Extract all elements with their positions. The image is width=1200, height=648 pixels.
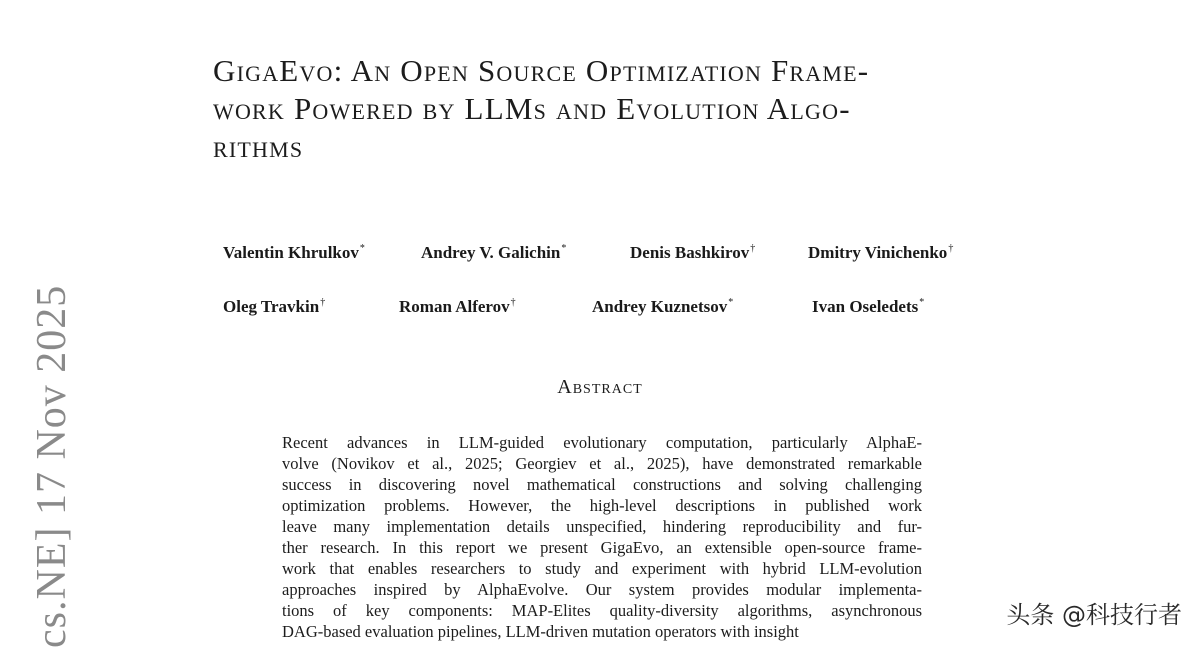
abstract-line: DAG-based evaluation pipelines, LLM-driven mutation operators with insight <box>282 622 799 641</box>
abstract-line: tions of key components: MAP-Elites quality-diversity algorithms, asynchronous <box>282 601 922 620</box>
author-affiliation-mark: * <box>919 297 925 309</box>
abstract-line: volve (Novikov et al., 2025; Georgiev et al., 2025), have demonstrated remarkable <box>282 454 922 473</box>
title-line-1: GigaEvo: An Open Source Optimization Frame- <box>213 53 870 88</box>
abstract-body <box>282 432 922 642</box>
author-name: Andrey Kuznetsov <box>592 297 728 316</box>
author-affiliation-mark: * <box>728 297 734 309</box>
author-name: Andrey V. Galichin <box>421 243 561 262</box>
author <box>399 297 516 317</box>
author-affiliation-mark: * <box>359 243 365 255</box>
author-name: Oleg Travkin <box>223 297 320 316</box>
author-name: Roman Alferov <box>399 297 510 316</box>
author-affiliation-mark: † <box>510 297 516 309</box>
abstract-line: approaches inspired by AlphaEvolve. Our system provides modular implementa- <box>282 580 922 599</box>
author-name: Ivan Oseledets <box>812 297 919 316</box>
author <box>421 243 566 263</box>
author-name: Denis Bashkirov <box>630 243 750 262</box>
abstract-line: optimization problems. However, the high-level descriptions in published work <box>282 496 922 515</box>
author-affiliation-mark: † <box>948 243 954 255</box>
abstract-heading: Abstract <box>557 376 643 398</box>
author <box>223 297 325 317</box>
abstract-line: work that enables researchers to study and experiment with hybrid LLM-evolution <box>282 559 922 578</box>
author <box>630 243 755 263</box>
author <box>592 297 733 317</box>
author-affiliation-mark: * <box>561 243 567 255</box>
abstract-line: leave many implementation details unspecified, hindering reproducibility and fur- <box>282 517 922 536</box>
author-affiliation-mark: † <box>320 297 326 309</box>
arxiv-side-label: cs.NE] 17 Nov 2025 <box>29 284 75 648</box>
abstract-line: ther research. In this report we present GigaEvo, an extensible open-source frame- <box>282 538 922 557</box>
abstract-line: success in discovering novel mathematical constructions and solving challenging <box>282 475 922 494</box>
title-line-3: rithms <box>213 129 304 164</box>
author <box>223 243 365 263</box>
author-affiliation-mark: † <box>750 243 756 255</box>
author <box>808 243 953 263</box>
abstract-line: Recent advances in LLM-guided evolutionary computation, particularly AlphaE- <box>282 433 922 452</box>
author-name: Valentin Khrulkov <box>223 243 359 262</box>
author <box>812 297 924 317</box>
title-line-2: work Powered by LLMs and Evolution Algo- <box>213 91 851 126</box>
paper-title <box>213 52 1013 166</box>
watermark-text: 头条 @科技行者 <box>1006 601 1182 629</box>
author-name: Dmitry Vinichenko <box>808 243 948 262</box>
